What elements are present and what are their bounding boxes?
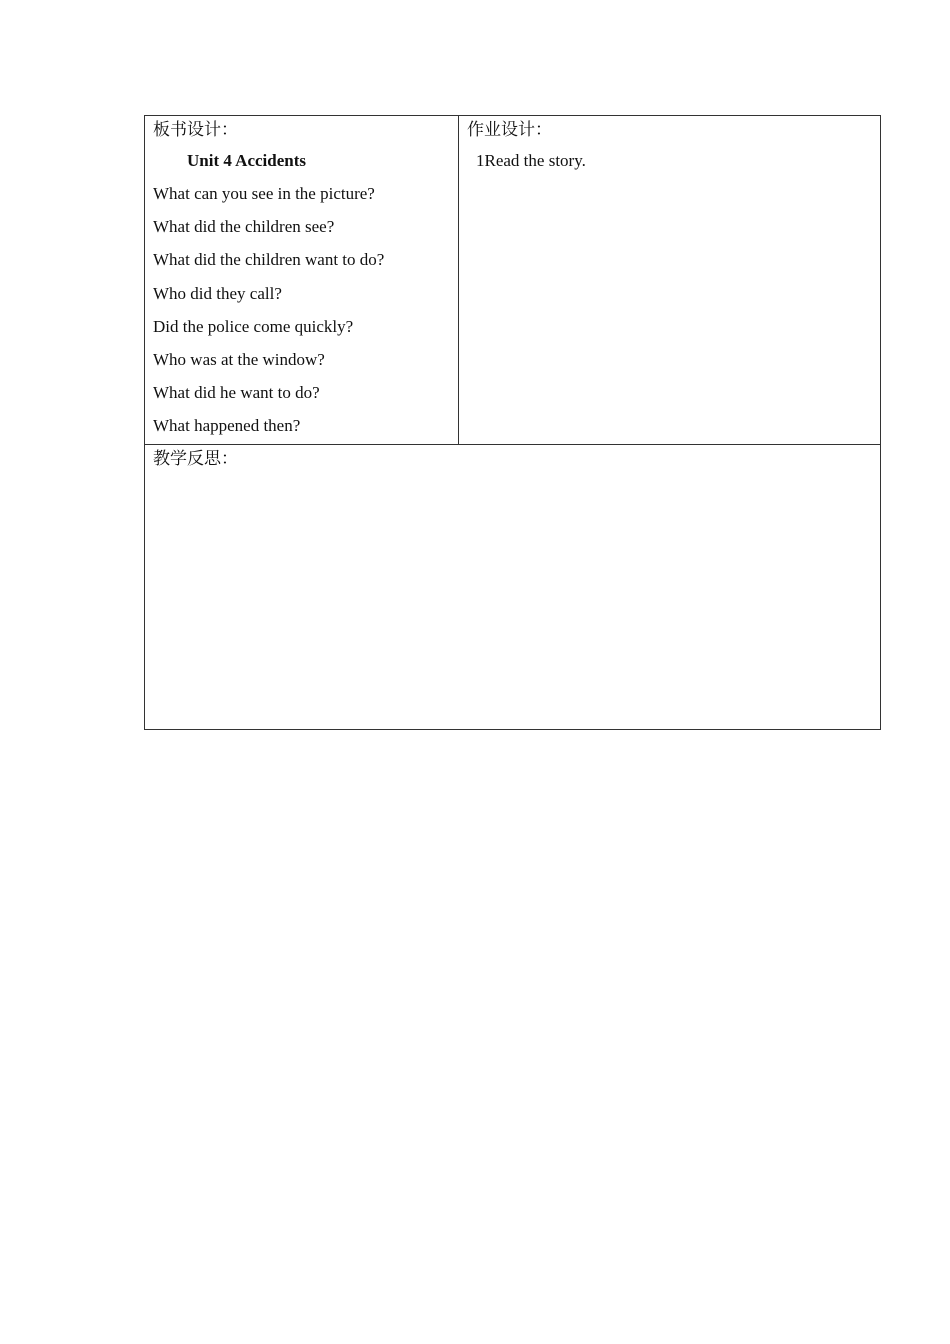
table-row	[145, 445, 881, 730]
board-question: What did he want to do?	[153, 383, 320, 403]
board-question: What happened then?	[153, 416, 301, 436]
homework-item: 1Read the story.	[476, 151, 586, 170]
board-question: Who was at the window?	[153, 350, 325, 370]
homework-design-cell	[459, 116, 881, 445]
board-question: What did the children want to do?	[153, 250, 385, 270]
lesson-plan-table	[144, 115, 881, 730]
teaching-reflection-cell	[145, 445, 881, 730]
board-question: What can you see in the picture?	[153, 184, 375, 203]
unit-title: Unit 4 Accidents	[187, 151, 306, 170]
board-design-label: 板书设计：	[153, 120, 238, 140]
board-question: Did the police come quickly?	[153, 316, 354, 336]
board-question: Who did they call?	[153, 283, 282, 303]
board-question: What did the children see?	[153, 217, 335, 237]
teaching-reflection-label: 教学反思：	[153, 449, 238, 469]
homework-design-label: 作业设计：	[467, 120, 552, 140]
board-design-cell	[145, 116, 459, 445]
table-row	[145, 116, 881, 445]
